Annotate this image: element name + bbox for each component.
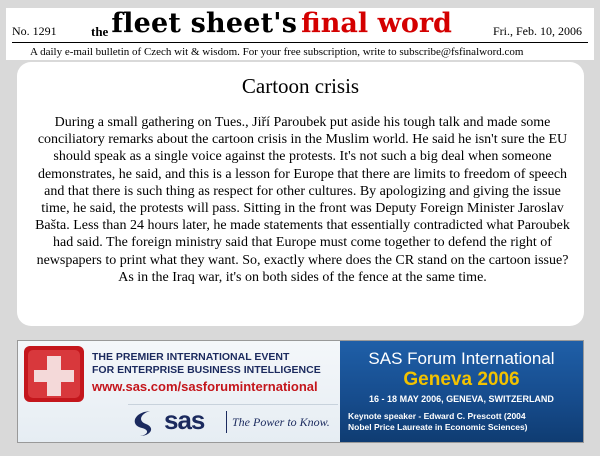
article-card <box>17 62 584 326</box>
article-headline: Cartoon crisis <box>241 74 360 98</box>
masthead-divider <box>12 42 588 43</box>
ad-headline-2: FOR ENTERPRISE BUSINESS INTELLIGENCE <box>92 364 321 376</box>
masthead-logo <box>91 8 452 42</box>
ad-event-title: SAS Forum International <box>368 349 555 368</box>
ad-speaker-line-1: Keynote speaker - Edward C. Prescott (2004 <box>348 411 526 421</box>
ad-separator <box>128 404 338 405</box>
article-body: During a small gathering on Tues., Jiří Paroubek put aside his tough talk and made some conciliatory remarks about the cartoon crisis in the Muslim world. He said he isn't sure the EU should speak as a single voice against the protests. It's not such a big deal when someone demonstrates, he said, and this is a lesson for Europe that there are limits to freedom of speech and that there is such thing as respect for other cultures. By apologizing and giving the issue time, he said, the protests will pass. Sitting in the front was Deputy Foreign Minister Jaroslav Bašta. Less than 24 hours later, he made statements that essentially contradicted what Paroubek had said. The foreign ministry said that Europe must come together to defend the right of newspapers to print what they want. So, exactly where does the CR stand on the cartoon issue? As in the Iraq war, it's on both sides of the fence at the same time. <box>35 115 570 285</box>
ad-left-panel <box>18 341 340 442</box>
medical-cross-icon <box>24 346 84 402</box>
ad-speaker-line-2: Nobel Price Laureate in Economic Sciences) <box>348 422 528 432</box>
ad-right-panel <box>340 341 583 442</box>
ad-url-link[interactable]: www.sas.com/sasforuminternational <box>92 379 318 394</box>
sas-banner-ad[interactable] <box>17 340 584 443</box>
masthead-row <box>6 8 594 42</box>
sas-logo-divider <box>226 411 227 433</box>
masthead <box>6 8 594 60</box>
logo-accent: final word <box>301 8 452 39</box>
logo-main: fleet sheet's <box>111 8 298 39</box>
issue-number: No. 1291 <box>12 24 57 38</box>
sas-logo-word: sas <box>164 405 205 435</box>
ad-event-city: Geneva 2006 <box>403 369 520 390</box>
ad-event-dates: 16 - 18 MAY 2006, GENEVA, SWITZERLAND <box>369 394 554 404</box>
ad-headline-1: THE PREMIER INTERNATIONAL EVENT <box>92 351 290 363</box>
issue-date: Fri., Feb. 10, 2006 <box>492 24 582 38</box>
sas-tagline: The Power to Know. <box>232 415 330 429</box>
logo-the: the <box>91 24 109 39</box>
masthead-tagline: A daily e-mail bulletin of Czech wit & wisdom. For your free subscription, write to subscribe@fsfinalword.com <box>30 46 524 58</box>
